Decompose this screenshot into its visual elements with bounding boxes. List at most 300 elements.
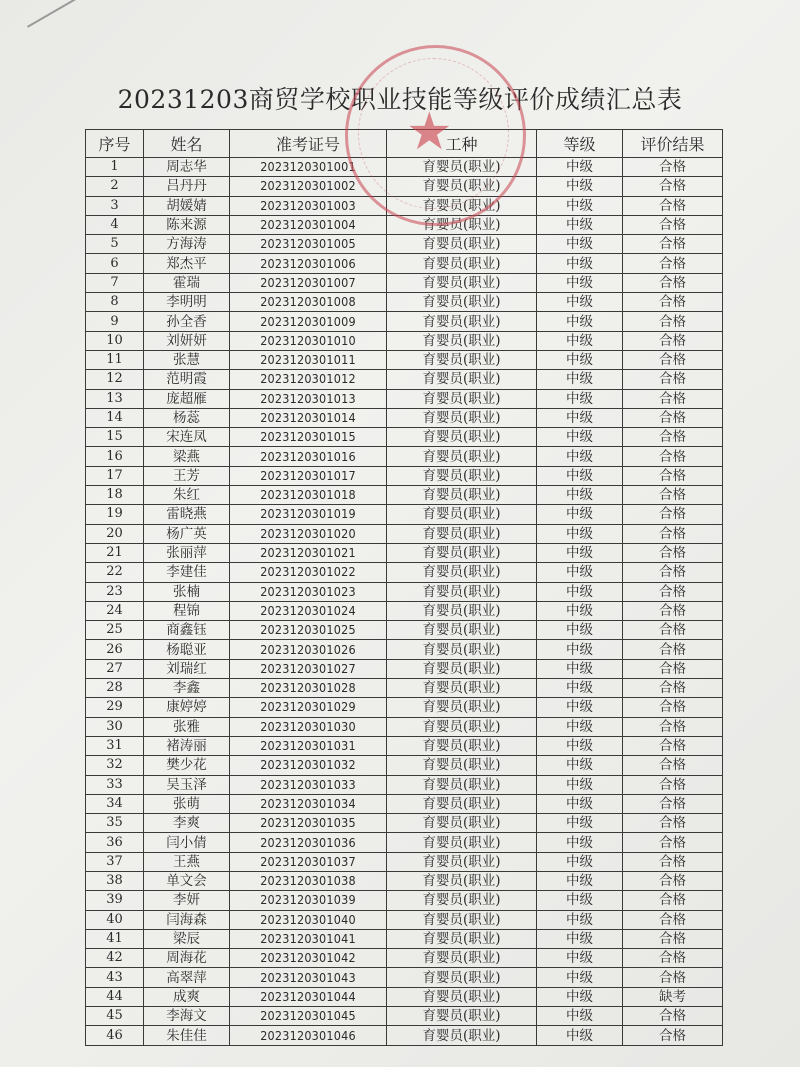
cell-level: 中级 <box>537 679 623 698</box>
table-row <box>86 447 723 466</box>
cell-name: 闫海森 <box>144 910 230 929</box>
table-row <box>86 621 723 640</box>
table-row <box>86 196 723 215</box>
cell-job-type: 育婴员(职业) <box>387 814 537 833</box>
cell-level: 中级 <box>537 215 623 234</box>
cell-exam-id: 2023120301032 <box>230 756 387 775</box>
cell-seq: 33 <box>86 775 144 794</box>
cell-exam-id: 2023120301023 <box>230 582 387 601</box>
cell-result: 合格 <box>623 215 723 234</box>
cell-exam-id: 2023120301012 <box>230 370 387 389</box>
cell-result: 合格 <box>623 775 723 794</box>
cell-name: 成爽 <box>144 987 230 1006</box>
table-row <box>86 582 723 601</box>
document-title: 20231203商贸学校职业技能等级评价成绩汇总表 <box>117 85 683 114</box>
cell-job-type: 育婴员(职业) <box>387 273 537 292</box>
table-row <box>86 505 723 524</box>
cell-exam-id: 2023120301029 <box>230 698 387 717</box>
cell-name: 张丽萍 <box>144 543 230 562</box>
cell-name: 周海花 <box>144 949 230 968</box>
header-job-type: 工种 <box>387 130 537 158</box>
cell-level: 中级 <box>537 235 623 254</box>
cell-seq: 36 <box>86 833 144 852</box>
cell-exam-id: 2023120301026 <box>230 640 387 659</box>
cell-level: 中级 <box>537 1007 623 1026</box>
cell-level: 中级 <box>537 794 623 813</box>
cell-name: 张慧 <box>144 350 230 369</box>
table-row <box>86 235 723 254</box>
cell-job-type: 育婴员(职业) <box>387 949 537 968</box>
cell-result: 合格 <box>623 891 723 910</box>
cell-result: 合格 <box>623 659 723 678</box>
table-row <box>86 293 723 312</box>
cell-seq: 32 <box>86 756 144 775</box>
cell-exam-id: 2023120301019 <box>230 505 387 524</box>
cell-job-type: 育婴员(职业) <box>387 621 537 640</box>
cell-exam-id: 2023120301009 <box>230 312 387 331</box>
cell-job-type: 育婴员(职业) <box>387 910 537 929</box>
cell-level: 中级 <box>537 331 623 350</box>
cell-result: 合格 <box>623 563 723 582</box>
cell-exam-id: 2023120301042 <box>230 949 387 968</box>
cell-result: 合格 <box>623 196 723 215</box>
table-row <box>86 679 723 698</box>
cell-result: 合格 <box>623 679 723 698</box>
cell-result: 合格 <box>623 350 723 369</box>
cell-result: 合格 <box>623 524 723 543</box>
table-row <box>86 814 723 833</box>
cell-seq: 44 <box>86 987 144 1006</box>
cell-job-type: 育婴员(职业) <box>387 312 537 331</box>
cell-seq: 23 <box>86 582 144 601</box>
cell-job-type: 育婴员(职业) <box>387 466 537 485</box>
cell-result: 合格 <box>623 640 723 659</box>
cell-job-type: 育婴员(职业) <box>387 891 537 910</box>
cell-exam-id: 2023120301010 <box>230 331 387 350</box>
cell-result: 合格 <box>623 756 723 775</box>
table-row <box>86 524 723 543</box>
cell-exam-id: 2023120301041 <box>230 929 387 948</box>
table-row <box>86 775 723 794</box>
cell-name: 范明霞 <box>144 370 230 389</box>
cell-level: 中级 <box>537 563 623 582</box>
cell-exam-id: 2023120301022 <box>230 563 387 582</box>
cell-exam-id: 2023120301014 <box>230 408 387 427</box>
cell-job-type: 育婴员(职业) <box>387 524 537 543</box>
cell-result: 合格 <box>623 601 723 620</box>
cell-name: 闫小倩 <box>144 833 230 852</box>
cell-name: 孙全香 <box>144 312 230 331</box>
cell-exam-id: 2023120301025 <box>230 621 387 640</box>
cell-job-type: 育婴员(职业) <box>387 196 537 215</box>
cell-level: 中级 <box>537 486 623 505</box>
cell-job-type: 育婴员(职业) <box>387 428 537 447</box>
cell-name: 杨广英 <box>144 524 230 543</box>
table-row <box>86 717 723 736</box>
cell-exam-id: 2023120301024 <box>230 601 387 620</box>
cell-seq: 35 <box>86 814 144 833</box>
cell-name: 雷晓燕 <box>144 505 230 524</box>
cell-name: 宋连凤 <box>144 428 230 447</box>
cell-job-type: 育婴员(职业) <box>387 350 537 369</box>
cell-name: 李明明 <box>144 293 230 312</box>
table-row <box>86 601 723 620</box>
cell-seq: 11 <box>86 350 144 369</box>
cell-seq: 24 <box>86 601 144 620</box>
cell-result: 合格 <box>623 929 723 948</box>
cell-name: 吴玉泽 <box>144 775 230 794</box>
cell-seq: 19 <box>86 505 144 524</box>
table-row <box>86 891 723 910</box>
cell-name: 陈来源 <box>144 215 230 234</box>
cell-exam-id: 2023120301033 <box>230 775 387 794</box>
cell-exam-id: 2023120301046 <box>230 1026 387 1045</box>
cell-name: 樊少花 <box>144 756 230 775</box>
cell-job-type: 育婴员(职业) <box>387 736 537 755</box>
cell-job-type: 育婴员(职业) <box>387 640 537 659</box>
cell-name: 杨蕊 <box>144 408 230 427</box>
cell-seq: 45 <box>86 1007 144 1026</box>
table-row <box>86 177 723 196</box>
cell-seq: 9 <box>86 312 144 331</box>
cell-result: 合格 <box>623 235 723 254</box>
cell-seq: 20 <box>86 524 144 543</box>
table-row <box>86 389 723 408</box>
cell-level: 中级 <box>537 621 623 640</box>
table-row <box>86 1007 723 1026</box>
cell-job-type: 育婴员(职业) <box>387 852 537 871</box>
table-row <box>86 158 723 177</box>
cell-seq: 3 <box>86 196 144 215</box>
cell-name: 康婷婷 <box>144 698 230 717</box>
cell-exam-id: 2023120301027 <box>230 659 387 678</box>
cell-level: 中级 <box>537 524 623 543</box>
cell-seq: 17 <box>86 466 144 485</box>
cell-job-type: 育婴员(职业) <box>387 679 537 698</box>
cell-seq: 30 <box>86 717 144 736</box>
cell-name: 霍瑞 <box>144 273 230 292</box>
cell-job-type: 育婴员(职业) <box>387 177 537 196</box>
cell-result: 合格 <box>623 370 723 389</box>
cell-name: 梁燕 <box>144 447 230 466</box>
cell-level: 中级 <box>537 775 623 794</box>
cell-result: 合格 <box>623 331 723 350</box>
cell-level: 中级 <box>537 370 623 389</box>
table-row <box>86 1026 723 1045</box>
cell-job-type: 育婴员(职业) <box>387 215 537 234</box>
cell-exam-id: 2023120301039 <box>230 891 387 910</box>
cell-job-type: 育婴员(职业) <box>387 794 537 813</box>
cell-seq: 25 <box>86 621 144 640</box>
cell-job-type: 育婴员(职业) <box>387 331 537 350</box>
cell-job-type: 育婴员(职业) <box>387 563 537 582</box>
cell-name: 李建佳 <box>144 563 230 582</box>
cell-result: 合格 <box>623 273 723 292</box>
cell-job-type: 育婴员(职业) <box>387 505 537 524</box>
cell-seq: 21 <box>86 543 144 562</box>
cell-exam-id: 2023120301005 <box>230 235 387 254</box>
table-header-row <box>86 130 723 158</box>
cell-job-type: 育婴员(职业) <box>387 293 537 312</box>
cell-exam-id: 2023120301016 <box>230 447 387 466</box>
cell-result: 合格 <box>623 794 723 813</box>
cell-result: 合格 <box>623 621 723 640</box>
cell-seq: 43 <box>86 968 144 987</box>
cell-exam-id: 2023120301045 <box>230 1007 387 1026</box>
cell-job-type: 育婴员(职业) <box>387 717 537 736</box>
cell-seq: 22 <box>86 563 144 582</box>
cell-level: 中级 <box>537 389 623 408</box>
cell-level: 中级 <box>537 505 623 524</box>
cell-name: 刘瑞红 <box>144 659 230 678</box>
cell-exam-id: 2023120301004 <box>230 215 387 234</box>
cell-level: 中级 <box>537 814 623 833</box>
cell-name: 单文会 <box>144 871 230 890</box>
cell-name: 刘妍妍 <box>144 331 230 350</box>
cell-result: 合格 <box>623 543 723 562</box>
cell-name: 高翠萍 <box>144 968 230 987</box>
table-row <box>86 273 723 292</box>
cell-level: 中级 <box>537 640 623 659</box>
cell-level: 中级 <box>537 659 623 678</box>
cell-job-type: 育婴员(职业) <box>387 158 537 177</box>
cell-seq: 2 <box>86 177 144 196</box>
cell-name: 李爽 <box>144 814 230 833</box>
cell-name: 张楠 <box>144 582 230 601</box>
star-icon: ★ <box>406 102 453 162</box>
cell-job-type: 育婴员(职业) <box>387 833 537 852</box>
cell-job-type: 育婴员(职业) <box>387 235 537 254</box>
cell-name: 方海涛 <box>144 235 230 254</box>
header-name: 姓名 <box>144 130 230 158</box>
cell-exam-id: 2023120301007 <box>230 273 387 292</box>
cell-name: 王燕 <box>144 852 230 871</box>
cell-level: 中级 <box>537 756 623 775</box>
cell-seq: 18 <box>86 486 144 505</box>
cell-level: 中级 <box>537 466 623 485</box>
cell-seq: 1 <box>86 158 144 177</box>
cell-exam-id: 2023120301031 <box>230 736 387 755</box>
cell-job-type: 育婴员(职业) <box>387 254 537 273</box>
cell-result: 合格 <box>623 736 723 755</box>
table-row <box>86 486 723 505</box>
table-row <box>86 698 723 717</box>
cell-seq: 39 <box>86 891 144 910</box>
cell-exam-id: 2023120301036 <box>230 833 387 852</box>
cell-seq: 46 <box>86 1026 144 1045</box>
cell-exam-id: 2023120301035 <box>230 814 387 833</box>
table-row <box>86 949 723 968</box>
cell-exam-id: 2023120301008 <box>230 293 387 312</box>
cell-exam-id: 2023120301002 <box>230 177 387 196</box>
table-row <box>86 852 723 871</box>
table-row <box>86 871 723 890</box>
cell-exam-id: 2023120301021 <box>230 543 387 562</box>
cell-job-type: 育婴员(职业) <box>387 1026 537 1045</box>
cell-name: 朱红 <box>144 486 230 505</box>
cell-level: 中级 <box>537 408 623 427</box>
table-row <box>86 987 723 1006</box>
cell-seq: 13 <box>86 389 144 408</box>
cell-seq: 31 <box>86 736 144 755</box>
cell-seq: 38 <box>86 871 144 890</box>
cell-result: 合格 <box>623 428 723 447</box>
cell-exam-id: 2023120301018 <box>230 486 387 505</box>
cell-level: 中级 <box>537 929 623 948</box>
cell-result: 合格 <box>623 852 723 871</box>
cell-exam-id: 2023120301020 <box>230 524 387 543</box>
header-level: 等级 <box>537 130 623 158</box>
cell-seq: 10 <box>86 331 144 350</box>
cell-result: 合格 <box>623 717 723 736</box>
cell-job-type: 育婴员(职业) <box>387 756 537 775</box>
cell-name: 商鑫钰 <box>144 621 230 640</box>
table-row <box>86 659 723 678</box>
cell-name: 褚涛丽 <box>144 736 230 755</box>
cell-job-type: 育婴员(职业) <box>387 987 537 1006</box>
header-seq: 序号 <box>86 130 144 158</box>
cell-name: 庞超雁 <box>144 389 230 408</box>
cell-result: 合格 <box>623 814 723 833</box>
table-row <box>86 466 723 485</box>
cell-level: 中级 <box>537 293 623 312</box>
cell-name: 李鑫 <box>144 679 230 698</box>
cell-result: 合格 <box>623 698 723 717</box>
cell-level: 中级 <box>537 891 623 910</box>
table-row <box>86 215 723 234</box>
cell-seq: 28 <box>86 679 144 698</box>
cell-result: 合格 <box>623 293 723 312</box>
cell-job-type: 育婴员(职业) <box>387 929 537 948</box>
table-row <box>86 968 723 987</box>
cell-level: 中级 <box>537 254 623 273</box>
table-row <box>86 408 723 427</box>
cell-name: 杨聪亚 <box>144 640 230 659</box>
cell-job-type: 育婴员(职业) <box>387 698 537 717</box>
cell-result: 合格 <box>623 949 723 968</box>
table-row <box>86 736 723 755</box>
cell-exam-id: 2023120301003 <box>230 196 387 215</box>
cell-exam-id: 2023120301034 <box>230 794 387 813</box>
cell-result: 合格 <box>623 389 723 408</box>
corner-mark <box>12 0 80 28</box>
table-row <box>86 254 723 273</box>
table-row <box>86 756 723 775</box>
cell-level: 中级 <box>537 582 623 601</box>
cell-exam-id: 2023120301015 <box>230 428 387 447</box>
cell-exam-id: 2023120301030 <box>230 717 387 736</box>
cell-result: 合格 <box>623 408 723 427</box>
cell-level: 中级 <box>537 910 623 929</box>
table-row <box>86 428 723 447</box>
cell-seq: 5 <box>86 235 144 254</box>
cell-level: 中级 <box>537 158 623 177</box>
cell-seq: 41 <box>86 929 144 948</box>
cell-seq: 16 <box>86 447 144 466</box>
cell-job-type: 育婴员(职业) <box>387 601 537 620</box>
cell-seq: 42 <box>86 949 144 968</box>
cell-level: 中级 <box>537 177 623 196</box>
cell-result: 合格 <box>623 158 723 177</box>
cell-level: 中级 <box>537 1026 623 1045</box>
cell-level: 中级 <box>537 736 623 755</box>
header-result: 评价结果 <box>623 130 723 158</box>
cell-job-type: 育婴员(职业) <box>387 447 537 466</box>
table-row <box>86 640 723 659</box>
table-row <box>86 910 723 929</box>
cell-job-type: 育婴员(职业) <box>387 582 537 601</box>
cell-result: 合格 <box>623 254 723 273</box>
cell-seq: 27 <box>86 659 144 678</box>
cell-result: 合格 <box>623 968 723 987</box>
cell-name: 朱佳佳 <box>144 1026 230 1045</box>
cell-name: 郑杰平 <box>144 254 230 273</box>
cell-result: 合格 <box>623 833 723 852</box>
cell-level: 中级 <box>537 987 623 1006</box>
cell-result: 合格 <box>623 871 723 890</box>
cell-level: 中级 <box>537 833 623 852</box>
cell-seq: 29 <box>86 698 144 717</box>
cell-job-type: 育婴员(职业) <box>387 1007 537 1026</box>
cell-seq: 7 <box>86 273 144 292</box>
cell-result: 合格 <box>623 486 723 505</box>
cell-level: 中级 <box>537 447 623 466</box>
cell-level: 中级 <box>537 428 623 447</box>
cell-job-type: 育婴员(职业) <box>387 775 537 794</box>
header-exam-id: 准考证号 <box>230 130 387 158</box>
cell-name: 周志华 <box>144 158 230 177</box>
cell-job-type: 育婴员(职业) <box>387 486 537 505</box>
cell-seq: 34 <box>86 794 144 813</box>
cell-job-type: 育婴员(职业) <box>387 389 537 408</box>
cell-exam-id: 2023120301001 <box>230 158 387 177</box>
cell-result: 合格 <box>623 1007 723 1026</box>
cell-level: 中级 <box>537 871 623 890</box>
cell-result: 合格 <box>623 177 723 196</box>
cell-seq: 8 <box>86 293 144 312</box>
cell-name: 王芳 <box>144 466 230 485</box>
table-row <box>86 312 723 331</box>
cell-job-type: 育婴员(职业) <box>387 871 537 890</box>
cell-seq: 15 <box>86 428 144 447</box>
cell-level: 中级 <box>537 196 623 215</box>
cell-name: 胡媛婧 <box>144 196 230 215</box>
cell-result: 合格 <box>623 582 723 601</box>
cell-seq: 4 <box>86 215 144 234</box>
table-row <box>86 563 723 582</box>
cell-name: 梁辰 <box>144 929 230 948</box>
table-row <box>86 370 723 389</box>
cell-result: 合格 <box>623 910 723 929</box>
cell-level: 中级 <box>537 717 623 736</box>
cell-level: 中级 <box>537 273 623 292</box>
cell-level: 中级 <box>537 949 623 968</box>
cell-name: 李妍 <box>144 891 230 910</box>
cell-exam-id: 2023120301043 <box>230 968 387 987</box>
cell-seq: 37 <box>86 852 144 871</box>
cell-level: 中级 <box>537 312 623 331</box>
table-row <box>86 794 723 813</box>
cell-level: 中级 <box>537 968 623 987</box>
cell-name: 程锦 <box>144 601 230 620</box>
cell-result: 合格 <box>623 505 723 524</box>
cell-job-type: 育婴员(职业) <box>387 968 537 987</box>
table-row <box>86 543 723 562</box>
cell-name: 张萌 <box>144 794 230 813</box>
cell-seq: 6 <box>86 254 144 273</box>
cell-result: 合格 <box>623 466 723 485</box>
results-table <box>85 129 723 1046</box>
